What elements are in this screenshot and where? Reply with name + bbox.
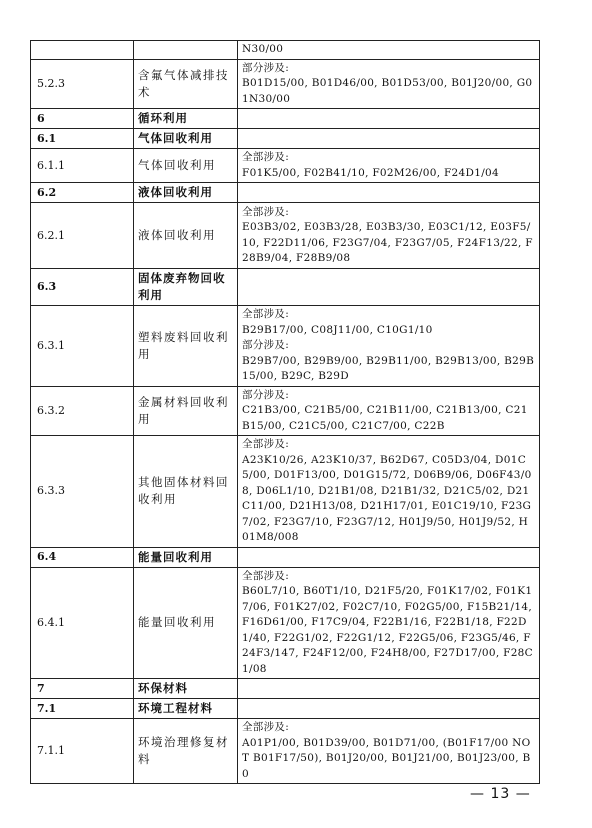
category-name: 液体回收利用	[134, 183, 238, 203]
classification-codes	[238, 719, 540, 784]
page-number: — 13 —	[470, 786, 531, 802]
table-row	[31, 386, 540, 436]
code-list: B01D15/00, B01D46/00, B01D53/00, B01J20/00, G01N30/00	[242, 77, 533, 105]
code-list: B60L7/10, B60T1/10, D21F5/20, F01K17/02, F01K17/06, F01K27/02, F02C7/10, F02G5/00, F15B21/14, F16D61/00, F17C9/04, F22B1/16, F22B1/18, F22D1/40, F22G1/02, F22G1/12, F22G5/06, F23G5/46, F24F3/147, F24F12/00, F24H8/00, F27D17/00, F28C1/08	[242, 585, 533, 675]
category-name: 能量回收利用	[134, 547, 238, 567]
section-row	[31, 699, 540, 719]
section-row	[31, 183, 540, 203]
table-row	[31, 436, 540, 548]
table-row	[31, 203, 540, 269]
table-row	[31, 41, 540, 60]
code-list: E03B3/02, E03B3/28, E03B3/30, E03C1/12, E03F5/10, F22D11/06, F23G7/04, F23G7/05, F24F13/22, F28B9/04, F28B9/08	[242, 221, 533, 264]
section-number: 6.3.3	[31, 436, 134, 548]
code-list: A01P1/00, B01D39/00, B01D71/00, (B01F17/00 NOT B01F17/50), B01J20/00, B01J21/00, B01J23/00, B0	[242, 736, 531, 780]
section-number: 6.3.2	[31, 386, 134, 436]
classification-codes	[238, 306, 540, 387]
section-number: 6.3	[31, 269, 134, 306]
category-name: 固体废弃物回收利用	[134, 269, 238, 306]
scope-label: 部分涉及:	[242, 339, 290, 351]
classification-codes	[238, 59, 540, 109]
category-name	[134, 41, 238, 60]
table-row	[31, 567, 540, 679]
scope-label: 部分涉及:	[242, 388, 290, 401]
section-number: 6.2.1	[31, 203, 134, 269]
scope-label: 全部涉及:	[242, 205, 290, 218]
code-list: B29B7/00, B29B9/00, B29B11/00, B29B13/00, B29B15/00, B29C, B29D	[242, 354, 535, 382]
classification-codes	[238, 203, 540, 269]
category-name: 环保材料	[134, 679, 238, 699]
section-number: 6.2	[31, 183, 134, 203]
scope-label: 全部涉及:	[242, 151, 290, 163]
section-row	[31, 269, 540, 306]
section-number: 6.1	[31, 129, 134, 149]
scope-label: 全部涉及:	[242, 721, 290, 733]
classification-codes	[238, 679, 540, 699]
section-number	[31, 41, 134, 60]
section-row	[31, 547, 540, 567]
category-name: 塑料废料回收利用	[134, 306, 238, 387]
category-name: 环境治理修复材料	[134, 719, 238, 784]
section-number: 6.4	[31, 547, 134, 567]
classification-codes	[238, 699, 540, 719]
section-row	[31, 109, 540, 129]
code-list: B29B17/00, C08J11/00, C10G1/10	[242, 323, 433, 336]
code-list: C21B3/00, C21B5/00, C21B11/00, C21B13/00, C21B15/00, C21C5/00, C21C7/00, C22B	[242, 404, 528, 432]
section-number: 7.1.1	[31, 719, 134, 784]
section-row	[31, 129, 540, 149]
section-number: 6.3.1	[31, 306, 134, 387]
classification-codes	[238, 547, 540, 567]
scope-label: 全部涉及:	[242, 438, 290, 450]
scope-label: 部分涉及:	[242, 61, 290, 74]
category-name: 气体回收利用	[134, 149, 238, 183]
classification-codes	[238, 436, 540, 548]
category-name: 金属材料回收利用	[134, 386, 238, 436]
classification-codes	[238, 109, 540, 129]
table-row	[31, 306, 540, 387]
scope-label: 全部涉及:	[242, 569, 290, 582]
classification-codes	[238, 129, 540, 149]
classification-codes	[238, 41, 540, 60]
category-name: 液体回收利用	[134, 203, 238, 269]
table-row	[31, 59, 540, 109]
section-number: 5.2.3	[31, 59, 134, 109]
category-name: 其他固体材料回收利用	[134, 436, 238, 548]
category-name: 含氟气体减排技术	[134, 59, 238, 109]
category-name: 环境工程材料	[134, 699, 238, 719]
classification-codes	[238, 269, 540, 306]
code-list: A23K10/26, A23K10/37, B62D67, C05D3/04, D01C5/00, D01F13/00, D01G15/72, D06B9/06, D06F43/08, D06L1/10, D21B1/08, D21B1/32, D21C5/02, D21C11/00, D21H13/08, D21H17/01, E01C19/10, F23G7/02, F23G7/10, F23G7/12, H01J9/50, H01J9/52, H01M8/008	[242, 453, 532, 543]
section-number: 6.1.1	[31, 149, 134, 183]
section-number: 7	[31, 679, 134, 699]
table-row	[31, 719, 540, 784]
section-number: 6	[31, 109, 134, 129]
classification-codes	[238, 386, 540, 436]
classification-codes	[238, 567, 540, 679]
classification-codes	[238, 149, 540, 183]
classification-table	[30, 40, 540, 784]
table-row	[31, 149, 540, 183]
code-list: N30/00	[242, 43, 284, 55]
scope-label: 全部涉及:	[242, 308, 290, 320]
category-name: 能量回收利用	[134, 567, 238, 679]
section-row	[31, 679, 540, 699]
section-number: 7.1	[31, 699, 134, 719]
category-name: 循环利用	[134, 109, 238, 129]
code-list: F01K5/00, F02B41/10, F02M26/00, F24D1/04	[242, 166, 500, 179]
category-name: 气体回收利用	[134, 129, 238, 149]
section-number: 6.4.1	[31, 567, 134, 679]
classification-codes	[238, 183, 540, 203]
